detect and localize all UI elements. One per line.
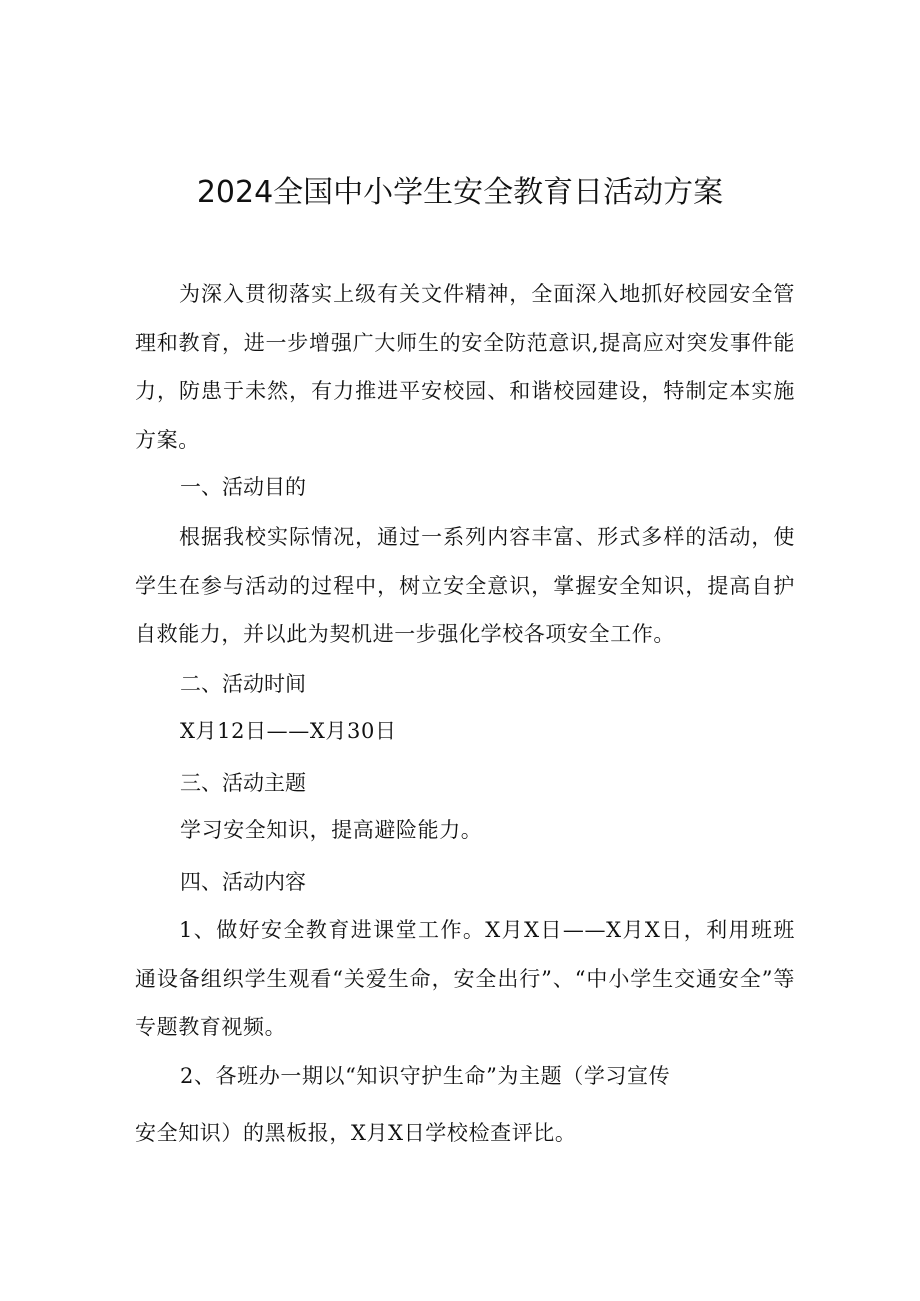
section-heading-purpose: 一、活动目的 [180, 475, 306, 499]
document-title: 2024全国中小学生安全教育日活动方案 [196, 175, 724, 210]
intro-paragraph: 为深入贯彻落实上级有关文件精神，全面深入地抓好校园安全管理和教育，进一步增强广大师生的安全防范意识,提高应对突发事件能力，防患于未然，有力推进平安校园、和谐校园建设，特制定本实施方案。 [135, 282, 795, 452]
section-heading-content: 四、活动内容 [180, 870, 306, 894]
theme-text: 学习安全知识，提高避险能力。 [180, 818, 483, 842]
section-heading-theme: 三、活动主题 [180, 771, 306, 795]
content-item-2-line-2: 安全知识）的黑板报，X月X日学校检查评比。 [135, 1121, 577, 1145]
purpose-paragraph: 根据我校实际情况，通过一系列内容丰富、形式多样的活动，使学生在参与活动的过程中，树立安全意识，掌握安全知识，提高自护自救能力，并以此为契机进一步强化学校各项安全工作。 [135, 525, 795, 646]
content-item-1: 1、做好安全教育进课堂工作。X月X日——X月X日，利用班班通设备组织学生观看“关爱生命，安全出行”、“中小学生交通安全”等专题教育视频。 [135, 918, 795, 1039]
section-heading-time: 二、活动时间 [180, 672, 306, 696]
time-text: X月12日——X月30日 [180, 719, 397, 743]
content-item-2-line-1: 2、各班办一期以“知识守护生命”为主题（学习宣传 [180, 1064, 671, 1088]
